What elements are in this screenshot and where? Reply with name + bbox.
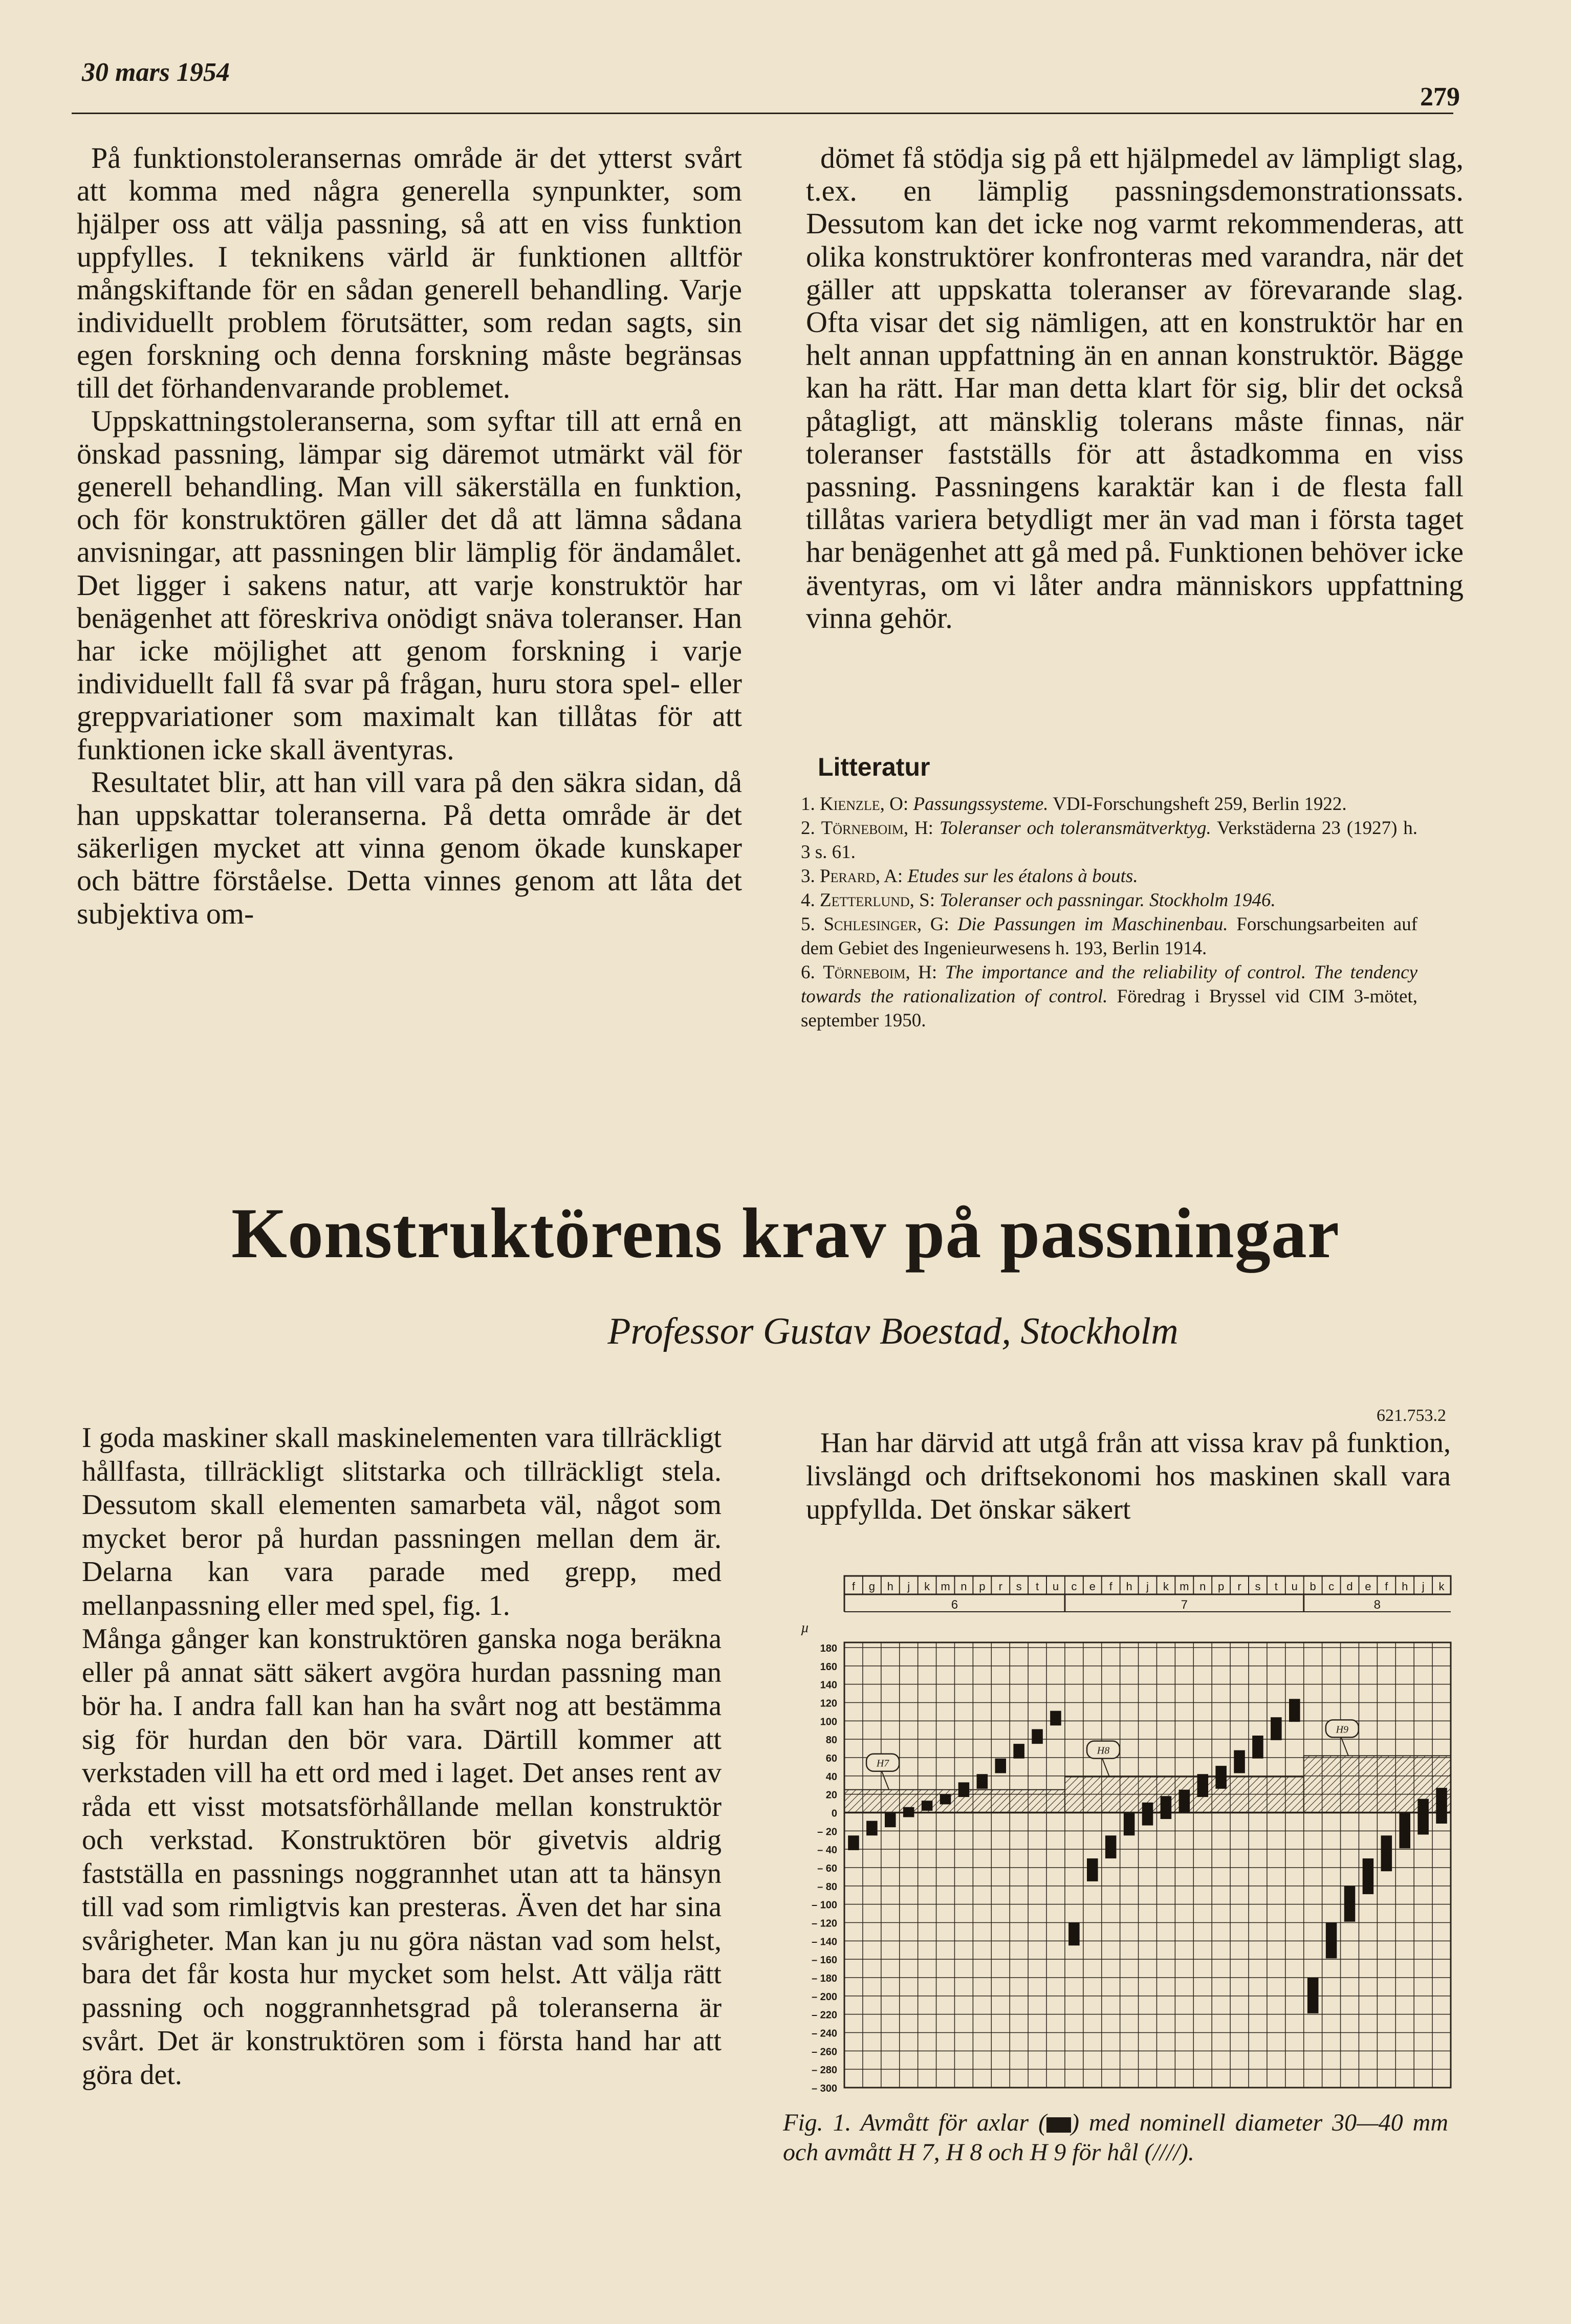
y-tick-label: 120 (820, 1698, 837, 1709)
y-tick-label: 60 (825, 1753, 837, 1764)
figure-caption (783, 2108, 1448, 2167)
x-tick-label: h (1402, 1580, 1408, 1593)
y-tick-label: 40 (825, 1771, 837, 1783)
y-tick-label: 180 (820, 1643, 837, 1654)
y-tick-label: 80 (825, 1735, 837, 1746)
x-tick-label: p (979, 1580, 986, 1593)
reference-number: 2. (801, 818, 815, 839)
shaft-bar (1381, 1835, 1392, 1871)
paragraph: På funktionstoleransernas område är det ytterst svårt att komma med några generella synpunkter, som hjälper oss att välja passning, så att en viss funktion uppfylles. I teknikens värld är funktionen alltför mångskiftande för en sådan generell behandling. Varje individuellt problem förutsätter, som redan sagts, sin egen forskning och denna forskning måste begränsas till det förhandenvarande problemet. (77, 141, 742, 405)
y-tick-label: – 200 (811, 1991, 837, 2003)
zone-label: H8 (1097, 1745, 1110, 1757)
shaft-bar (1013, 1744, 1024, 1759)
header-rule (72, 113, 1453, 114)
reference-title: Toleranser och toleransmätverktyg. (939, 818, 1211, 839)
group-label: 8 (1373, 1598, 1381, 1612)
zone-label-leader (1102, 1759, 1109, 1777)
shaft-bar (1179, 1790, 1190, 1813)
shaft-bar (848, 1835, 859, 1850)
shaft-bar (1234, 1750, 1245, 1773)
x-tick-label: m (941, 1580, 950, 1593)
reference-source: Forschungsarbeiten auf dem Gebiet des Ingenieurwesens h. 193, Berlin 1914. (801, 914, 1418, 959)
tolerance-chart (778, 1571, 1458, 2093)
paragraph: Resultatet blir, att han vill vara på den säkra sidan, då han uppskattar toleranserna. På detta område är det säkerligen mycket att vinna genom ökade kunskaper och bättre förståelse. Detta vinnes genom att låta det subjektiva om- (77, 765, 742, 930)
reference-number: 3. (801, 866, 815, 887)
shaft-bar (1124, 1813, 1135, 1836)
x-tick-label: c (1328, 1580, 1335, 1593)
column-c (82, 1421, 722, 2092)
x-tick-label: k (1163, 1580, 1169, 1593)
reference-author: Kienzle, O: (820, 794, 909, 815)
shaft-bar (1326, 1923, 1337, 1959)
shaft-bar (885, 1813, 896, 1828)
reference-title: Toleranser och passningar. Stockholm 1946. (940, 890, 1276, 911)
reference-author: Schlesinger, G: (823, 914, 949, 935)
y-tick-label: – 60 (817, 1863, 837, 1874)
y-tick-label: – 240 (811, 2028, 837, 2040)
x-tick-label: r (1237, 1580, 1241, 1593)
paragraph: Många gånger kan konstruktören ganska noga beräkna eller på annat sätt säkert avgöra hurdan passning man bör ha. I andra fall kan han ha svårt nog att bestämma sig för hurdan den bör vara. Därtill kommer att verkstaden vill ha ett ord med i laget. Det anses rent av råda ett visst motsatsförhållande mellan konstruktör och verkstad. Konstruktören bör givetvis aldrig fastställa en passnings noggrannhet utan att ta hänsyn till vad som rimligtvis kan presteras. Även det har sina svårigheter. Man kan ju nu göra nästan vad som helst, bara det får kosta hur mycket som helst. Att välja rätt passning och noggrannhetsgrad på toleranserna är svårt. Det är konstruktören som i första hand har att göra det. (82, 1623, 722, 2091)
x-tick-label: m (1180, 1580, 1189, 1593)
reference-author: Perard, A: (820, 866, 903, 887)
y-tick-label: – 20 (817, 1826, 837, 1838)
zone-label: H9 (1336, 1724, 1349, 1736)
reference-author: Törneboim, H: (821, 818, 933, 839)
shaft-bar (958, 1782, 970, 1797)
y-tick-label: – 280 (811, 2065, 837, 2076)
shaft-bar (1417, 1799, 1429, 1835)
shaft-bar (1161, 1796, 1172, 1819)
paragraph: Uppskattningstoleranserna, som syftar till att ernå en önskad passning, lämpar sig däremot utmärkt väl för generell behandling. Man vill säkerställa en funktion, och för konstruktören gäller det då att lämna sådana anvisningar, att passningen blir lämplig för ändamålet. Det ligger i sakens natur, att varje konstruktör har benägenhet att föreskriva onödigt snäva toleranser. Han har icke möjlighet att genom forskning i varje individuellt fall få svar på frågan, huru stora spel- eller greppvariationer som maximalt kan tillåtas för att funktionen icke skall äventyras. (77, 404, 742, 766)
x-tick-label: r (998, 1580, 1002, 1593)
x-tick-label: g (868, 1580, 875, 1593)
shaft-bar (1271, 1717, 1282, 1740)
reference-list (801, 792, 1417, 1033)
y-tick-label: – 180 (811, 1973, 837, 1984)
group-label: 7 (1181, 1598, 1188, 1612)
plot-frame (844, 1642, 1451, 2088)
shaft-bar (1436, 1788, 1447, 1824)
shaft-bar (1344, 1886, 1356, 1922)
shaft-bar (995, 1759, 1006, 1773)
x-tick-label: h (1126, 1580, 1132, 1593)
y-tick-label: – 80 (817, 1881, 837, 1893)
shaft-bar (1087, 1858, 1098, 1881)
y-tick-label: 20 (825, 1789, 837, 1801)
x-tick-label: t (1274, 1580, 1278, 1593)
reference-title: Passungssysteme. (913, 794, 1049, 815)
x-tick-label: k (924, 1580, 930, 1593)
y-tick-label: – 100 (811, 1899, 837, 1911)
shaft-bar (922, 1801, 933, 1811)
x-tick-label: d (1346, 1580, 1353, 1593)
reference-number: 5. (801, 914, 815, 935)
reference-number: 4. (801, 890, 815, 911)
paragraph: dömet få stödja sig på ett hjälpmedel av lämpligt slag, t.ex. en lämplig passningsdemonstrationssats. Dessutom kan det icke nog varmt rekommenderas, att olika konstruktörer konfronteras med varandra, när det gäller att uppskatta toleranser av förevarande slag. Ofta visar det sig nämligen, att en konstruktör har en helt annan uppfattning än en annan konstruktör. Bägge kan ha rätt. Har man detta klart för sig, blir det också påtagligt, att mänsklig tolerans måste finnas, när toleranser fastställs för att åstadkomma en viss passning. Passningens karaktär kan i de flesta fall tillåtas variera betydligt mer än vad man i första taget har benägenhet att gå med på. Funktionen behöver icke äventyras, om vi låter andra människors uppfattning vinna gehör. (806, 141, 1464, 634)
x-tick-label: t (1035, 1580, 1039, 1593)
reference-item (801, 888, 1417, 912)
shaft-bar (866, 1821, 878, 1836)
article-title: Konstruktörens krav på passningar (231, 1194, 1340, 1273)
zone-label-leader (1341, 1737, 1348, 1756)
group-label: 6 (951, 1598, 958, 1612)
x-tick-label: s (1016, 1580, 1022, 1593)
x-tick-label: h (887, 1580, 893, 1593)
column-b (806, 142, 1464, 634)
x-tick-label: p (1218, 1580, 1225, 1593)
y-tick-label: 100 (820, 1716, 837, 1728)
x-tick-label: s (1255, 1580, 1261, 1593)
header-date: 30 mars 1954 (82, 58, 230, 87)
y-tick-label: – 40 (817, 1845, 837, 1856)
y-tick-label: – 160 (811, 1955, 837, 1966)
y-tick-label: 160 (820, 1661, 837, 1673)
caption-text: ) med nominell diameter 30—40 mm och avmått H 7, H 8 och H 9 för hål (////). (783, 2109, 1449, 2166)
reference-item (801, 816, 1417, 864)
reference-item (801, 864, 1417, 888)
hole-zone (1304, 1756, 1451, 1812)
udc-code: 621.753.2 (1377, 1406, 1446, 1425)
column-d (806, 1427, 1451, 1526)
shaft-swatch (1046, 2117, 1071, 2133)
shaft-bar (1068, 1923, 1080, 1946)
reference-author: Zetterlund, S: (820, 890, 935, 911)
x-tick-label: e (1089, 1580, 1096, 1593)
shaft-bar (1105, 1835, 1117, 1858)
shaft-bar (1252, 1736, 1263, 1759)
reference-source: Föredrag i Bryssel vid CIM 3-mötet, september 1950. (801, 986, 1417, 1031)
x-tick-label: j (1146, 1580, 1149, 1593)
reference-item (801, 912, 1417, 960)
caption-text: Fig. 1. Avmått för axlar ( (783, 2109, 1046, 2136)
x-tick-label: j (1422, 1580, 1425, 1593)
y-tick-label: 0 (831, 1808, 837, 1819)
x-tick-label: b (1310, 1580, 1316, 1593)
reference-source: Verkstäderna 23 (1927) h. 3 s. 61. (801, 818, 1417, 863)
column-a (77, 142, 742, 930)
shaft-bar (977, 1774, 988, 1789)
x-tick-label: n (1199, 1580, 1206, 1593)
shaft-bar (1197, 1774, 1208, 1797)
reference-number: 6. (801, 962, 815, 983)
reference-title: Die Passungen im Maschinenbau. (957, 914, 1228, 935)
y-tick-label: – 120 (811, 1918, 837, 1930)
x-tick-label: j (907, 1580, 910, 1593)
reference-number: 1. (801, 794, 815, 815)
y-tick-label: 140 (820, 1679, 837, 1691)
shaft-bar (1032, 1729, 1043, 1744)
y-tick-label: – 260 (811, 2046, 837, 2058)
reference-item (801, 960, 1417, 1033)
x-tick-label: f (1385, 1580, 1388, 1593)
page-number: 279 (1420, 82, 1460, 112)
shaft-bar (940, 1794, 951, 1805)
x-tick-label: c (1071, 1580, 1077, 1593)
reference-title: Etudes sur les étalons à bouts. (907, 866, 1138, 887)
y-tick-label: – 300 (811, 2083, 837, 2093)
zone-label-leader (882, 1771, 889, 1790)
x-tick-label: f (1109, 1580, 1112, 1593)
x-tick-label: k (1438, 1580, 1445, 1593)
shaft-bar (903, 1807, 914, 1817)
y-tick-label: – 140 (811, 1936, 837, 1948)
reference-item (801, 792, 1417, 816)
x-tick-label: n (961, 1580, 967, 1593)
shaft-bar (1307, 1978, 1319, 2013)
shaft-bar (1399, 1813, 1410, 1849)
literature-heading: Litteratur (818, 753, 930, 781)
shaft-bar (1363, 1858, 1374, 1894)
x-tick-label: u (1052, 1580, 1059, 1593)
article-author: Professor Gustav Boestad, Stockholm (607, 1310, 1179, 1352)
zone-label: H7 (876, 1758, 889, 1769)
shaft-bar (1289, 1699, 1300, 1722)
reference-title: The importance and the reliability of control. The tendency towards the rationalization of control. (801, 962, 1418, 1007)
shaft-bar (1215, 1766, 1227, 1789)
reference-author: Törneboim, H: (823, 962, 937, 983)
shaft-bar (1142, 1803, 1153, 1826)
hole-zone (844, 1790, 1065, 1813)
x-tick-label: e (1365, 1580, 1371, 1593)
shaft-bar (1050, 1711, 1061, 1726)
unit-label: µ (801, 1620, 810, 1636)
y-tick-label: – 220 (811, 2009, 837, 2021)
reference-source: VDI-Forschungsheft 259, Berlin 1922. (1053, 794, 1347, 815)
x-tick-label: f (852, 1580, 856, 1593)
paragraph: Han har därvid att utgå från att vissa krav på funktion, livslängd och driftsekonomi hos maskinen skall vara uppfyllda. Det önskar säkert (806, 1427, 1451, 1525)
x-tick-label: u (1291, 1580, 1298, 1593)
paragraph: I goda maskiner skall maskinelementen vara tillräckligt hållfasta, tillräckligt slitstarka och tillräckligt stela. Dessutom skall elementen samarbeta väl, något som mycket beror på hurdan passningen mellan dem är. Delarna kan vara parade med grepp, med mellanpassning eller med spel, fig. 1. (82, 1422, 722, 1621)
